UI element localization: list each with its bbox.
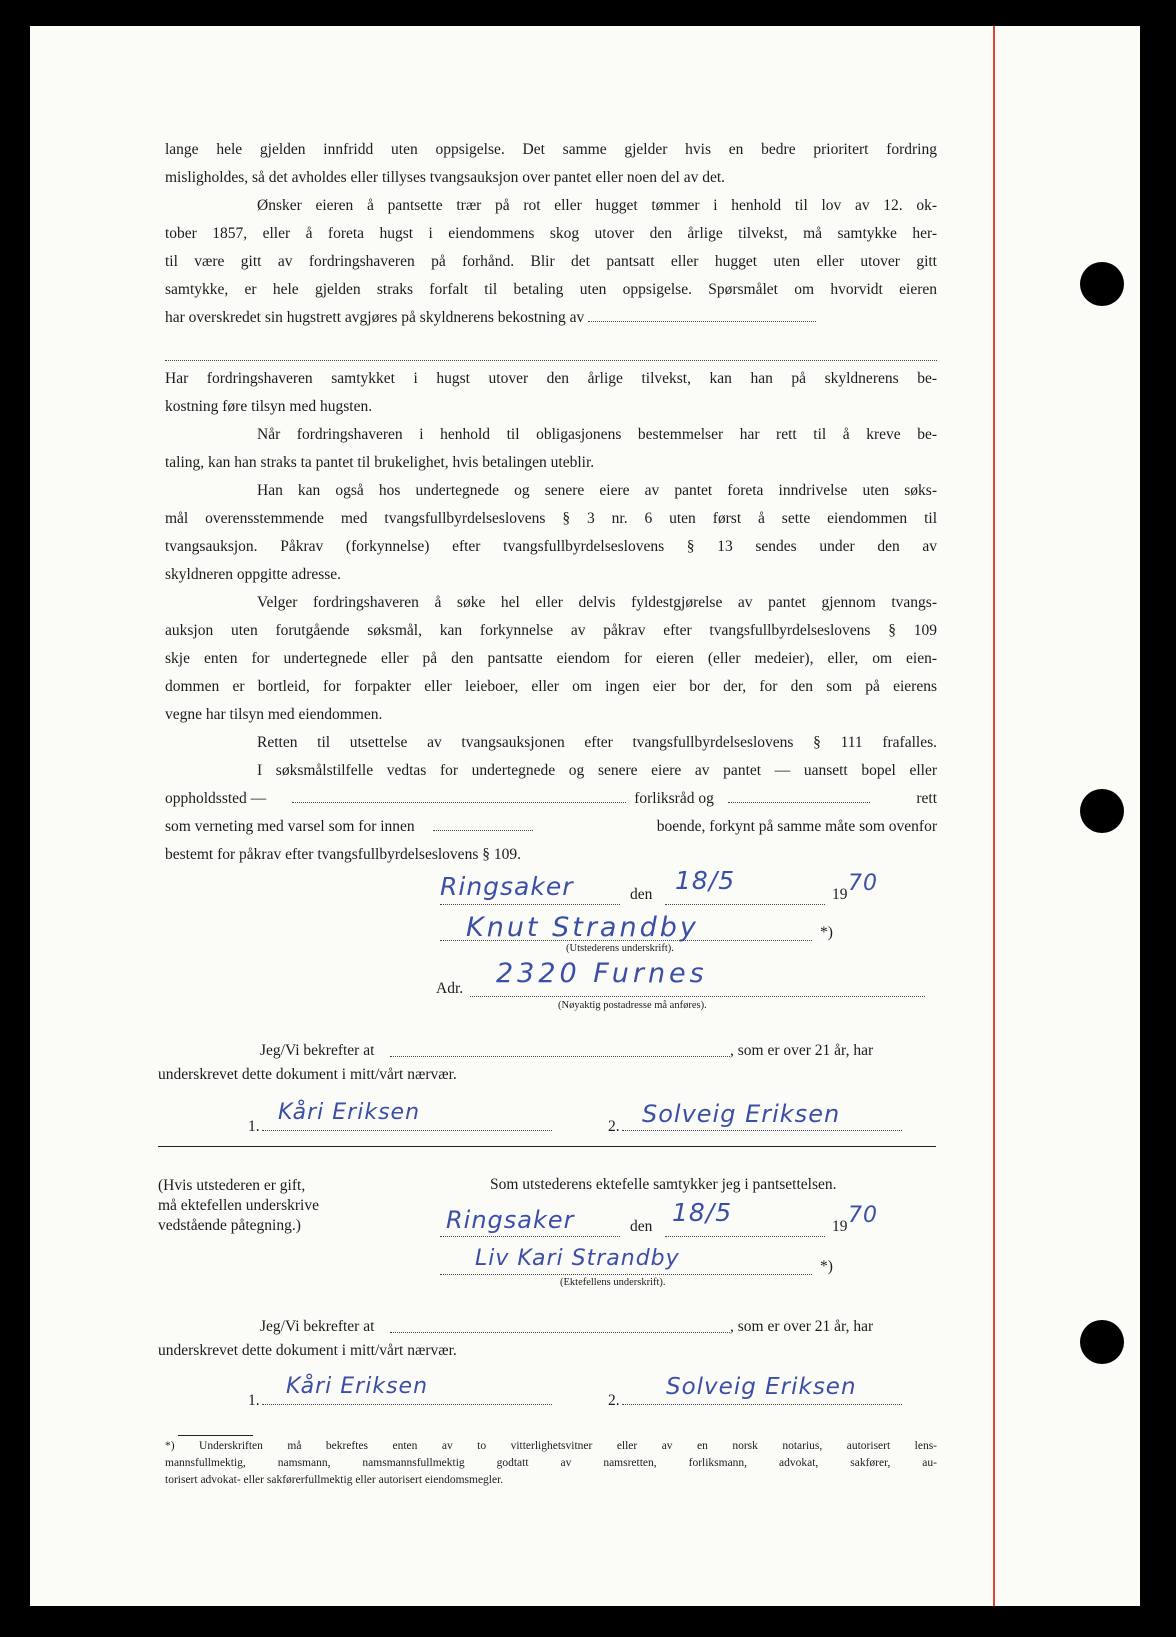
text-line: tvangsauksjon. Påkrav (forkynnelse) efter tvangsfullbyrdelseslovens § 13 sendes under den av [165,538,937,555]
footnote-line: mannsfullmektig, namsmann, namsmannsfullmektig godtatt av namsretten, forliksmann, advokat, sakfører, au- [165,1457,937,1469]
date-handwritten: 18/5 [672,1198,733,1227]
footnote [165,1438,937,1489]
blank-line[interactable] [433,829,533,831]
text-line: som verneting med varsel som for innen boende, forkynt på samme måte som ovenfor [165,818,937,835]
text-line: tober 1857, eller å foreta hugst i eiendommens skog utover den årlige tilvekst, må samtykke her- [165,225,937,242]
spouse-caption: (Ektefellens underskrift). [560,1277,666,1288]
confirm-text: Jeg/Vi bekrefter at [260,1042,375,1059]
date-line[interactable] [665,1236,825,1237]
text-line: skje enten for undertegnede eller på den pantsatte eiendom for eieren (eller medeier), eller, om eien- [165,650,937,667]
blank-line[interactable] [728,801,870,803]
witness-number: 1. [248,1392,260,1409]
asterisk-note: *) [820,1258,833,1275]
spouse-signature-line[interactable] [440,1274,812,1275]
punch-hole [1080,789,1124,833]
date-line[interactable] [665,904,825,905]
text-line: Velger fordringshaveren å søke hel eller delvis fyldestgjørelse av pantet gjennom tvangs- [257,594,937,611]
text-line: til være gitt av fordringshaveren på forhånd. Blir det pantsatt eller hugget uten eller utover gitt [165,253,937,270]
witness-line[interactable] [262,1404,552,1405]
witness-line[interactable] [622,1404,902,1405]
text-line: auksjon uten forutgående søksmål, kan forkynnelse av påkrav efter tvangsfullbyrdelseslovens § 109 [165,622,937,639]
address-handwritten: 2320 Furnes [496,958,708,989]
year-prefix: 19 [832,886,848,903]
adr-label: Adr. [436,980,464,997]
den-label: den [630,1218,653,1235]
witness-line[interactable] [622,1130,902,1131]
spouse-consent: Som utstederens ektefelle samtykker jeg i pantsettelsen. [490,1176,837,1193]
blank-line[interactable] [588,320,816,322]
year-handwritten: 70 [848,1203,878,1228]
section-divider [158,1146,936,1147]
note-line: vedstående påtegning.) [158,1217,301,1234]
body-text [165,136,937,869]
confirm-blank[interactable] [390,1332,730,1333]
footnote-line: torisert advokat- eller sakførerfullmektig eller autorisert eiendomsmegler. [165,1474,504,1486]
text-line: vegne har tilsyn med eiendommen. [165,706,383,723]
text-line: kostning føre tilsyn med hugsten. [165,398,373,415]
confirm-text: , som er over 21 år, har [730,1042,874,1059]
document-page [30,26,1140,1606]
text-line: Når fordringshaveren i henhold til obligasjonens bestemmelser har rett til å kreve be- [257,426,937,443]
text-line: bestemt for påkrav efter tvangsfullbyrdelseslovens § 109. [165,846,521,863]
punch-hole [1080,1320,1124,1364]
place-line[interactable] [440,904,620,905]
confirm-text: underskrevet dette dokument i mitt/vårt nærvær. [158,1066,457,1083]
text-line: Ønsker eieren å pantsette trær på rot eller hugget tømmer i henhold til lov av 12. ok- [257,197,937,214]
issuer-signature-line[interactable] [440,940,812,941]
note-line: må ektefellen underskrive [158,1197,319,1214]
year-prefix: 19 [832,1218,848,1235]
witness-number: 1. [248,1118,260,1135]
footnote-line: *) Underskriften må bekreftes enten av to vitterlighetsvitner eller av en norsk notarius, autorisert lens- [165,1440,937,1452]
text-line: Han kan også hos undertegnede og senere eiere av pantet foreta inndrivelse uten søks- [257,482,937,499]
text-line: skyldneren oppgitte adresse. [165,566,342,583]
text-line: oppholdssted — forliksråd og rett [165,790,937,807]
text-line: mål overensstemmende med tvangsfullbyrdelseslovens § 3 nr. 6 uten først å sette eiendommen til [165,510,937,527]
spouse-note [158,1176,319,1236]
witness-line[interactable] [262,1130,552,1131]
text-line: lange hele gjelden innfridd uten oppsigelse. Det samme gjelder hvis en bedre prioritert fordring [165,141,937,158]
text-line: dommen er bortleid, for forpakter eller leieboer, eller om ingen eier bor der, for den som på eierens [165,678,937,695]
witness-signature: Solveig Eriksen [642,1100,841,1128]
place-line[interactable] [440,1236,620,1237]
witness-signature: Kåri Eriksen [278,1100,421,1125]
witness-signature: Kåri Eriksen [286,1374,429,1399]
text-line: misligholdes, så det avholdes eller tillyses tvangsauksjon over pantet eller noen del av det. [165,169,726,186]
year-handwritten: 70 [848,871,878,896]
text-line: Har fordringshaveren samtykket i hugst utover den årlige tilvekst, kan han på skyldnerens be- [165,370,937,387]
text-line: samtykke, er hele gjelden straks forfalt til betaling uten oppsigelse. Spørsmålet om hvorvidt eieren [165,281,937,298]
note-line: (Hvis utstederen er gift, [158,1177,306,1194]
issuer-caption: (Utstederens underskrift). [566,943,674,954]
text-line: Retten til utsettelse av tvangsauksjonen efter tvangsfullbyrdelseslovens § 111 frafalles. [257,734,937,751]
confirm-blank[interactable] [390,1056,730,1057]
confirm-text: , som er over 21 år, har [730,1318,874,1335]
confirm-text: Jeg/Vi bekrefter at [260,1318,375,1335]
issuer-signature: Knut Strandby [466,912,699,943]
confirm-text: underskrevet dette dokument i mitt/vårt nærvær. [158,1342,457,1359]
asterisk-note: *) [820,924,833,941]
text-line: I søksmålstilfelle vedtas for undertegnede og senere eiere av pantet — uansett bopel eller [257,762,937,779]
address-line[interactable] [470,996,925,997]
text-line: taling, kan han straks ta pantet til brukelighet, hvis betalingen uteblir. [165,454,595,471]
witness-number: 2. [608,1118,620,1135]
witness-number: 2. [608,1392,620,1409]
address-caption: (Nøyaktig postadresse må anføres). [558,1000,707,1011]
spouse-signature: Liv Kari Strandby [475,1246,680,1271]
margin-rule [993,26,995,1606]
footnote-rule [178,1435,253,1436]
blank-line[interactable] [165,332,937,361]
punch-hole [1080,262,1124,306]
date-handwritten: 18/5 [675,866,736,895]
place-handwritten: Ringsaker [446,1206,575,1234]
den-label: den [630,886,653,903]
blank-line[interactable] [292,801,626,803]
witness-signature: Solveig Eriksen [666,1374,857,1400]
place-handwritten: Ringsaker [440,872,574,901]
text-line: har overskredet sin hugstrett avgjøres på skyldnerens bekostning av [165,304,937,332]
